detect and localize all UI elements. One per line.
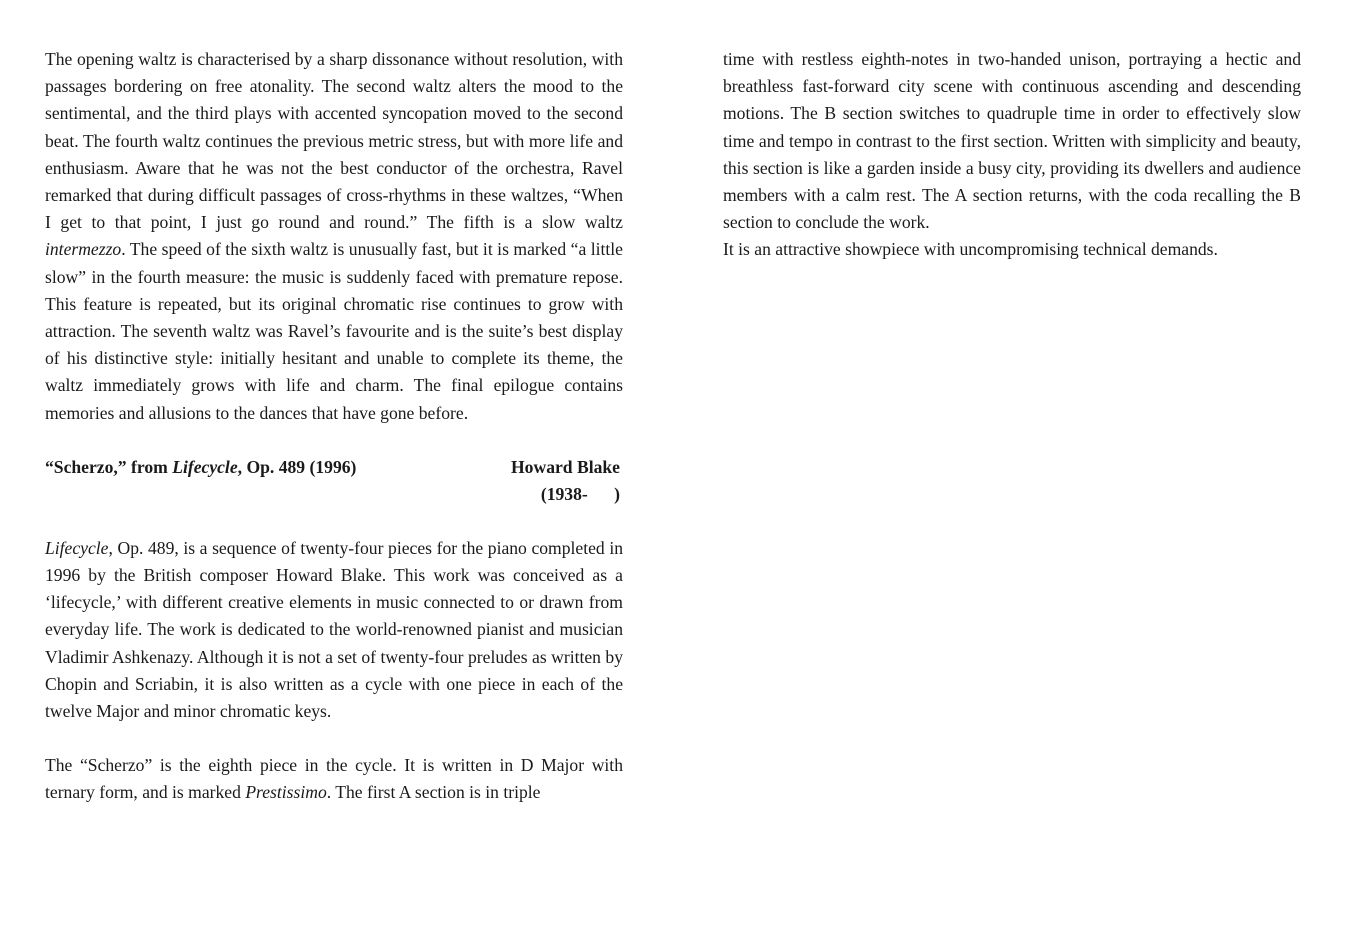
composer-dates: (1938- ) [540,483,620,504]
paragraph-ravel-waltzes [45,46,623,427]
composer-name: Howard Blake [511,456,620,477]
paragraph-scherzo-continued [723,46,1301,236]
paragraph-text: The “Scherzo” is the eighth piece in the cycle. It is written in D Major with ternary form, and is marked [45,755,623,803]
paragraph-text: It is an attractive showpiece with uncompromising technical demands. [723,239,1218,260]
piece-title-prefix: “Scherzo,” from [45,456,173,477]
paragraph-lifecycle-intro [45,535,623,725]
paragraph-text: . The speed of the sixth waltz is unusually fast, but it is marked “a little slow” in the fourth measure: the music is suddenly faced with premature repose. This feature is repeated, but its original chromatic rise continues to grow with attraction. The seventh waltz was Ravel’s favourite and is the suite’s best display of his distinctive style: initially hesitant and unable to complete its theme, the waltz immediately grows with life and charm. The final epilogue contains memories and allusions to the dances that have gone before. [45,239,623,423]
right-column [723,46,1301,264]
paragraph-text: . The first A section is in triple [326,782,541,803]
left-column [45,46,623,807]
paragraph-scherzo-last-line [723,236,1301,263]
italic-term-intermezzo: intermezzo [45,239,122,260]
piece-title-suffix: , Op. 489 (1996) [237,456,357,477]
piece-heading [45,454,623,508]
paragraph-text: , Op. 489, is a sequence of twenty-four pieces for the piano completed in 1996 by the British composer Howard Blake. This work was conceived as a ‘lifecycle,’ with different creative elements in music connected to or drawn from everyday life. The work is dedicated to the world-renowned pianist and musician Vladimir Ashkenazy. Although it is not a set of twenty-four preludes as written by Chopin and Scriabin, it is also written as a cycle with one piece in each of the twelve Major and minor chromatic keys. [45,537,623,722]
piece-title [45,454,356,481]
piece-title-italic: Lifecycle [172,456,238,477]
paragraph-text: time with restless eighth-notes in two-handed unison, portraying a hectic and breathless fast-forward city scene with continuous ascending and descending motions. The B section switches to quadruple time in order to effectively slow time and tempo in contrast to the first section. Written with simplicity and beauty, this section is like a garden inside a busy city, providing its dwellers and audience members with a calm rest. The A section returns, with the coda recalling the B section to conclude the work. [723,49,1301,233]
italic-term-prestissimo: Prestissimo [245,782,327,803]
italic-term-lifecycle: Lifecycle [45,537,109,558]
paragraph-text: The opening waltz is characterised by a sharp dissonance without resolution, with passages bordering on free atonality. The second waltz alters the mood to the sentimental, and the third plays with accented syncopation moved to the second beat. The fourth waltz continues the previous metric stress, but with more life and enthusiasm. Aware that he was not the best conductor of the orchestra, Ravel remarked that during difficult passages of cross-rhythms in these waltzes, “When I get to that point, I just go round and round.” The fifth is a slow waltz [45,49,623,233]
paragraph-scherzo-start [45,752,623,806]
